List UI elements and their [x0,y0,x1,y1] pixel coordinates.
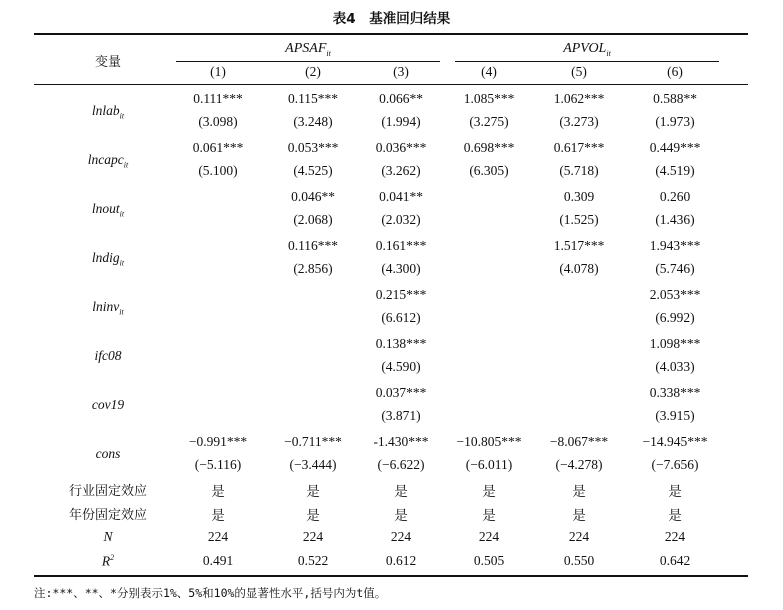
tstat-cell: (2.856) [293,261,333,276]
coef-cell: −14.945*** [642,434,708,449]
tstat-cell: (6.612) [381,310,421,325]
tstat-cell: (5.100) [198,163,238,178]
footer-value-cell: 0.612 [385,553,417,568]
coef-cell: 0.046** [291,189,335,204]
footer-value-cell: 224 [664,529,686,544]
tstat-cell: (−7.656) [651,457,699,472]
coef-cell: 0.036*** [375,140,427,155]
coef-cell: −10.805*** [456,434,522,449]
row-label: lnlab$_{it}$ [91,103,125,121]
footer-value-cell: 是 [211,508,225,524]
coef-cell: 0.061*** [192,140,244,155]
tstat-cell: (6.992) [655,310,695,325]
coef-cell: 0.066** [379,91,423,106]
tstat-cell: (3.262) [381,163,421,178]
column-header: (1) [210,64,226,79]
coef-cell: 0.698*** [463,140,515,155]
footer-value-cell: 是 [211,484,225,500]
tstat-cell: (4.525) [293,163,333,178]
group-underline-apvol [455,61,719,62]
coef-cell: −0.711*** [284,434,342,449]
footer-value-cell: 是 [482,484,496,500]
coef-cell: 0.617*** [553,140,605,155]
row-label: lndig$_{it}$ [91,250,125,268]
coef-cell: 0.260 [659,189,691,204]
footer-value-cell: 224 [478,529,500,544]
tstat-cell: (4.519) [655,163,695,178]
coef-cell: 2.053*** [649,287,701,302]
row-label: ifc08 [94,348,122,363]
footer-row-label: $R^2$ [101,553,115,569]
coef-cell: 0.138*** [375,336,427,351]
coef-cell: 1.517*** [553,238,605,253]
column-header: (2) [305,64,321,79]
coef-cell: −0.991*** [188,434,248,449]
coef-cell: 0.588** [653,91,697,106]
footer-value-cell: 是 [482,508,496,524]
footer-value-cell: 224 [568,529,590,544]
footer-value-cell: 224 [207,529,229,544]
tstat-cell: (−6.622) [377,457,425,472]
footer-value-cell: 是 [394,508,408,524]
tstat-cell: (−3.444) [289,457,337,472]
footer-value-cell: 0.505 [473,553,505,568]
tstat-cell: (3.915) [655,408,695,423]
tstat-cell: (4.590) [381,359,421,374]
footer-value-cell: 是 [394,484,408,500]
tstat-cell: (2.068) [293,212,333,227]
footer-value-cell: 224 [390,529,412,544]
column-header: (4) [481,64,497,79]
footer-row-label: N [103,529,113,544]
tstat-cell: (4.033) [655,359,695,374]
row-label: cons [95,446,121,461]
tstat-cell: (3.248) [293,114,333,129]
tstat-cell: (1.994) [381,114,421,129]
footer-value-cell: 0.522 [297,553,329,568]
coef-cell: −8.067*** [549,434,609,449]
tstat-cell: (2.032) [381,212,421,227]
tstat-cell: (5.746) [655,261,695,276]
coef-cell: 0.309 [563,189,595,204]
bottom-rule [34,575,748,577]
coef-cell: 0.161*** [375,238,427,253]
tstat-cell: (3.273) [559,114,599,129]
tstat-cell: (−4.278) [555,457,603,472]
footer-value-cell: 是 [306,508,320,524]
tstat-cell: (3.871) [381,408,421,423]
footer-value-cell: 0.642 [659,553,691,568]
tstat-cell: (1.525) [559,212,599,227]
tstat-cell: (4.078) [559,261,599,276]
footer-value-cell: 是 [572,484,586,500]
coef-cell: 0.115*** [287,91,339,106]
coef-cell: 1.085*** [463,91,515,106]
footer-value-cell: 是 [668,484,682,500]
group-underline-apsaf [176,61,440,62]
coef-cell: 0.041** [379,189,423,204]
top-rule [34,33,748,35]
tstat-cell: (1.436) [655,212,695,227]
coef-cell: 0.053*** [287,140,339,155]
variable-header: 变量 [94,55,122,70]
tstat-cell: (−6.011) [465,457,513,472]
footer-value-cell: 是 [572,508,586,524]
tstat-cell: (5.718) [559,163,599,178]
column-header: (3) [393,64,409,79]
coef-cell: 1.062*** [553,91,605,106]
coef-cell: 0.111*** [193,91,243,106]
table-note: 注:***、**、*分别表示1%、5%和10%的显著性水平,括号内为t值。 [34,586,387,600]
tstat-cell: (6.305) [469,163,509,178]
table-title: 表4 基准回归结果 [332,11,451,27]
column-header: (5) [571,64,587,79]
footer-row-label: 年份固定效应 [68,508,148,523]
footer-value-cell: 0.491 [202,553,234,568]
group-header-apvol: $APVOL_{it}$ [563,41,611,58]
coef-cell: 0.449*** [649,140,701,155]
tstat-cell: (3.098) [198,114,238,129]
coef-cell: -1.430*** [373,434,429,449]
column-header: (6) [667,64,683,79]
row-label: cov19 [91,397,125,412]
coef-cell: 1.943*** [649,238,701,253]
footer-value-cell: 是 [668,508,682,524]
header-rule [34,84,748,85]
footer-row-label: 行业固定效应 [68,484,148,499]
footer-value-cell: 是 [306,484,320,500]
coef-cell: 0.215*** [375,287,427,302]
group-header-apsaf: $APSAF_{it}$ [285,41,331,58]
footer-value-cell: 224 [302,529,324,544]
coef-cell: 0.037*** [375,385,427,400]
coef-cell: 0.338*** [649,385,701,400]
row-label: lncapc$_{it}$ [87,152,129,170]
tstat-cell: (3.275) [469,114,509,129]
row-label: lnout$_{it}$ [91,201,125,219]
tstat-cell: (−5.116) [194,457,242,472]
row-label: lninv$_{it}$ [92,299,124,317]
footer-value-cell: 0.550 [563,553,595,568]
coef-cell: 0.116*** [287,238,339,253]
tstat-cell: (1.973) [655,114,695,129]
coef-cell: 1.098*** [649,336,701,351]
tstat-cell: (4.300) [381,261,421,276]
